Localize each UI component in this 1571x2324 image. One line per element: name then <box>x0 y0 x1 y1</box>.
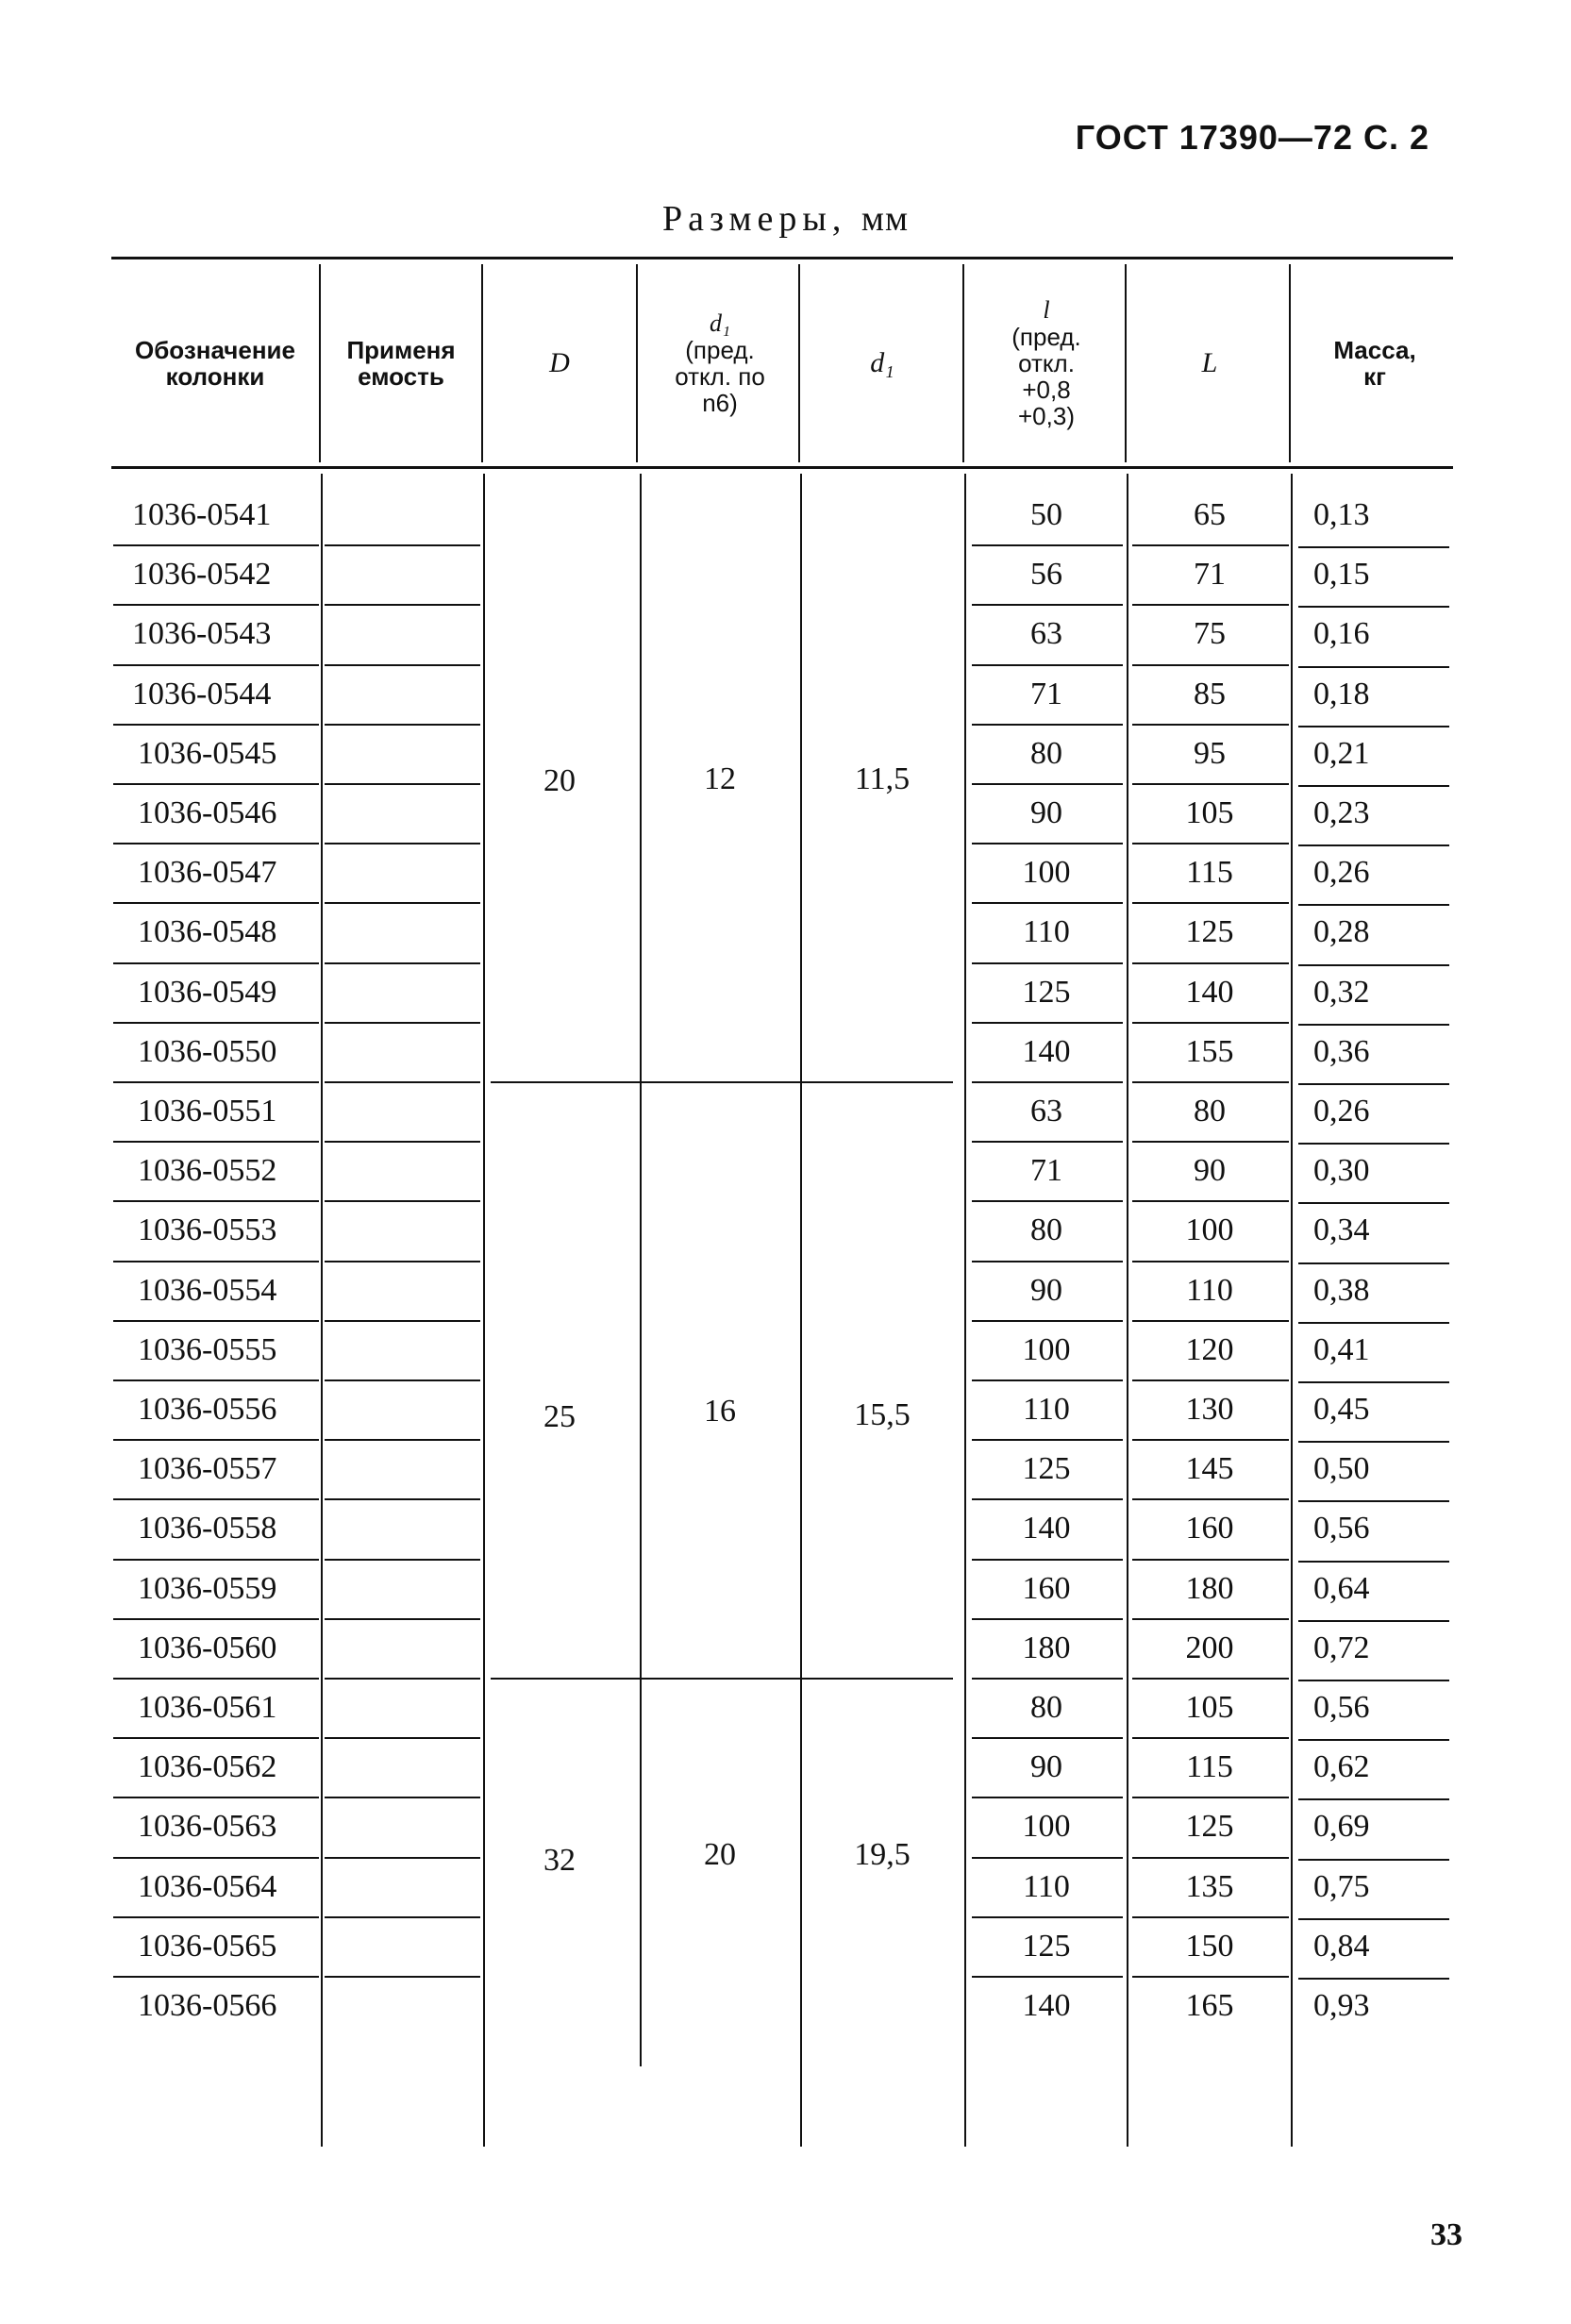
row-L: 140 <box>1185 974 1234 1010</box>
row-rule-applicability <box>325 604 480 606</box>
row-rule-L <box>1132 1200 1289 1202</box>
row-rule-l <box>972 1141 1123 1143</box>
row-rule-designation <box>113 1320 319 1322</box>
row-designation: 1036-0541 <box>132 497 272 532</box>
row-rule-applicability <box>325 1379 480 1381</box>
row-rule-l <box>972 1678 1123 1680</box>
group-2-D: 25 <box>543 1399 576 1434</box>
row-L: 130 <box>1185 1392 1234 1427</box>
col-header-d1-n6-note: (пред. откл. по n6) <box>675 336 765 417</box>
row-rule-L <box>1132 1737 1289 1739</box>
vrule-d1n6-hdr <box>798 264 800 462</box>
row-rule-L <box>1132 783 1289 785</box>
row-designation: 1036-0560 <box>138 1630 277 1665</box>
row-rule-designation <box>113 1498 319 1500</box>
row-rule-designation <box>113 544 319 546</box>
row-designation: 1036-0564 <box>138 1868 277 1904</box>
row-rule-l <box>972 1916 1123 1918</box>
row-rule-applicability <box>325 1081 480 1083</box>
row-L: 145 <box>1185 1451 1234 1487</box>
row-l: 140 <box>1022 1033 1071 1069</box>
row-L: 90 <box>1194 1153 1226 1189</box>
row-l: 100 <box>1022 1809 1071 1845</box>
vrule-l <box>1127 474 1128 2147</box>
row-mass: 0,18 <box>1313 676 1370 711</box>
row-rule-mass <box>1298 1202 1449 1204</box>
row-L: 160 <box>1185 1511 1234 1547</box>
row-rule-mass <box>1298 1143 1449 1145</box>
row-rule-l <box>972 962 1123 964</box>
col-header-l-symbol: l <box>1043 296 1050 324</box>
row-l: 50 <box>1030 497 1062 532</box>
col-header-L <box>1128 264 1291 462</box>
row-mass: 0,72 <box>1313 1630 1370 1665</box>
row-L: 135 <box>1185 1868 1234 1904</box>
group-1-D: 20 <box>543 763 576 798</box>
row-mass: 0,28 <box>1313 914 1370 950</box>
row-rule-l <box>972 1320 1123 1322</box>
row-mass: 0,34 <box>1313 1212 1370 1248</box>
row-mass: 0,75 <box>1313 1868 1370 1904</box>
row-rule-applicability <box>325 1916 480 1918</box>
row-designation: 1036-0556 <box>138 1392 277 1427</box>
row-rule-designation <box>113 1200 319 1202</box>
row-rule-designation <box>113 1379 319 1381</box>
row-l: 80 <box>1030 1212 1062 1248</box>
row-rule-mass <box>1298 1083 1449 1085</box>
row-rule-applicability <box>325 1797 480 1798</box>
row-rule-l <box>972 724 1123 726</box>
table-top-rule <box>111 257 1453 259</box>
row-rule-applicability <box>325 1618 480 1620</box>
row-rule-designation <box>113 962 319 964</box>
page-number: 33 <box>1430 2217 1462 2252</box>
row-l: 100 <box>1022 1331 1071 1367</box>
header-bottom-rule <box>111 466 1453 469</box>
row-rule-applicability <box>325 544 480 546</box>
group-3-d1: 19,5 <box>854 1837 911 1872</box>
row-rule-mass <box>1298 1262 1449 1264</box>
row-designation: 1036-0562 <box>138 1749 277 1785</box>
col-header-applicability <box>321 264 481 462</box>
row-rule-applicability <box>325 664 480 666</box>
row-L: 115 <box>1186 1749 1233 1785</box>
row-mass: 0,32 <box>1313 974 1370 1010</box>
row-rule-L <box>1132 1678 1289 1680</box>
row-L: 80 <box>1194 1094 1226 1129</box>
row-rule-l <box>972 1439 1123 1441</box>
col-header-d1-n6-symbol: d₁ <box>709 309 731 337</box>
row-mass: 0,56 <box>1313 1511 1370 1547</box>
row-designation: 1036-0552 <box>138 1153 277 1189</box>
row-rule-L <box>1132 1618 1289 1620</box>
col-header-l-note: (пред. откл. +0,8 +0,3) <box>1011 323 1081 430</box>
row-rule-L <box>1132 604 1289 606</box>
row-mass: 0,21 <box>1313 735 1370 771</box>
row-designation: 1036-0558 <box>138 1511 277 1547</box>
row-rule-designation <box>113 1439 319 1441</box>
row-l: 71 <box>1030 1153 1062 1189</box>
vrule-designation <box>321 474 323 2147</box>
row-rule-applicability <box>325 783 480 785</box>
row-rule-mass <box>1298 904 1449 906</box>
row-rule-L <box>1132 1797 1289 1798</box>
row-L: 150 <box>1185 1928 1234 1964</box>
row-rule-applicability <box>325 1559 480 1561</box>
row-rule-mass <box>1298 1561 1449 1563</box>
row-l: 63 <box>1030 1094 1062 1129</box>
row-rule-l <box>972 1379 1123 1381</box>
row-mass: 0,13 <box>1313 497 1370 532</box>
row-l: 71 <box>1030 676 1062 711</box>
row-rule-L <box>1132 962 1289 964</box>
row-rule-L <box>1132 1320 1289 1322</box>
row-L: 75 <box>1194 616 1226 652</box>
vrule-d1 <box>964 474 966 2147</box>
row-rule-l <box>972 1618 1123 1620</box>
row-rule-l <box>972 843 1123 844</box>
group-1-d1: 11,5 <box>854 761 911 796</box>
table-caption <box>0 198 1571 240</box>
row-designation: 1036-0543 <box>132 616 272 652</box>
row-L: 71 <box>1194 557 1226 593</box>
row-rule-mass <box>1298 546 1449 548</box>
row-rule-designation <box>113 1737 319 1739</box>
row-rule-l <box>972 783 1123 785</box>
row-rule-L <box>1132 1022 1289 1024</box>
vrule-designation-hdr <box>319 264 321 462</box>
row-mass: 0,26 <box>1313 855 1370 891</box>
row-rule-L <box>1132 1439 1289 1441</box>
row-designation: 1036-0547 <box>138 855 277 891</box>
row-rule-mass <box>1298 785 1449 787</box>
row-l: 140 <box>1022 1988 1071 2023</box>
row-l: 110 <box>1023 914 1070 950</box>
row-mass: 0,84 <box>1313 1928 1370 1964</box>
row-L: 95 <box>1194 735 1226 771</box>
row-designation: 1036-0565 <box>138 1928 277 1964</box>
row-rule-L <box>1132 1559 1289 1561</box>
vrule-L-hdr <box>1289 264 1291 462</box>
row-l: 125 <box>1022 1451 1071 1487</box>
group-3-D: 32 <box>543 1843 576 1878</box>
row-rule-L <box>1132 724 1289 726</box>
row-mass: 0,64 <box>1313 1570 1370 1606</box>
row-rule-mass <box>1298 1680 1449 1681</box>
row-rule-l <box>972 1559 1123 1561</box>
row-rule-mass <box>1298 1918 1449 1920</box>
row-rule-mass <box>1298 1381 1449 1383</box>
row-l: 100 <box>1022 855 1071 891</box>
group-separator-1 <box>491 1081 953 1083</box>
row-rule-designation <box>113 1857 319 1859</box>
group-1-d1-n6: 12 <box>704 761 736 796</box>
row-rule-designation <box>113 724 319 726</box>
col-header-l <box>966 283 1127 443</box>
row-rule-l <box>972 664 1123 666</box>
group-separator-2 <box>491 1678 953 1680</box>
row-rule-mass <box>1298 1978 1449 1980</box>
caption-unit: мм <box>861 199 909 239</box>
row-mass: 0,56 <box>1313 1690 1370 1725</box>
row-rule-mass <box>1298 606 1449 608</box>
row-L: 105 <box>1185 1690 1234 1725</box>
row-rule-l <box>972 1081 1123 1083</box>
col-header-d1 <box>802 264 962 462</box>
vrule-d1n6 <box>800 474 802 2147</box>
row-rule-l <box>972 1737 1123 1739</box>
row-l: 63 <box>1030 616 1062 652</box>
row-rule-L <box>1132 1916 1289 1918</box>
row-rule-designation <box>113 1618 319 1620</box>
row-rule-l <box>972 544 1123 546</box>
row-rule-mass <box>1298 1739 1449 1741</box>
row-designation: 1036-0561 <box>138 1690 277 1725</box>
row-l: 125 <box>1022 1928 1071 1964</box>
row-designation: 1036-0542 <box>132 557 272 593</box>
row-rule-l <box>972 1200 1123 1202</box>
row-mass: 0,26 <box>1313 1094 1370 1129</box>
row-rule-applicability <box>325 1857 480 1859</box>
row-designation: 1036-0555 <box>138 1331 277 1367</box>
row-rule-applicability <box>325 962 480 964</box>
col-header-D <box>483 264 636 462</box>
row-rule-applicability <box>325 1022 480 1024</box>
row-rule-L <box>1132 1976 1289 1978</box>
vrule-L <box>1291 474 1293 2147</box>
row-rule-applicability <box>325 724 480 726</box>
row-rule-l <box>972 1022 1123 1024</box>
row-rule-designation <box>113 843 319 844</box>
row-rule-designation <box>113 1081 319 1083</box>
row-L: 165 <box>1185 1988 1234 2023</box>
row-rule-L <box>1132 544 1289 546</box>
row-rule-l <box>972 1797 1123 1798</box>
col-header-d1-n6 <box>640 283 800 443</box>
vrule-D <box>640 474 642 2066</box>
row-L: 85 <box>1194 676 1226 711</box>
row-L: 120 <box>1185 1331 1234 1367</box>
vrule-l-hdr <box>1125 264 1127 462</box>
row-rule-mass <box>1298 1620 1449 1622</box>
row-rule-l <box>972 1976 1123 1978</box>
col-header-designation <box>111 264 319 462</box>
row-designation: 1036-0559 <box>138 1570 277 1606</box>
row-designation: 1036-0563 <box>138 1809 277 1845</box>
row-mass: 0,36 <box>1313 1033 1370 1069</box>
row-mass: 0,69 <box>1313 1809 1370 1845</box>
row-rule-mass <box>1298 726 1449 727</box>
col-header-L-text: L <box>1201 347 1218 378</box>
row-rule-designation <box>113 1022 319 1024</box>
row-designation: 1036-0551 <box>138 1094 277 1129</box>
vrule-D-hdr <box>636 264 638 462</box>
row-designation: 1036-0553 <box>138 1212 277 1248</box>
row-rule-applicability <box>325 1261 480 1262</box>
row-rule-designation <box>113 1976 319 1978</box>
row-designation: 1036-0548 <box>138 914 277 950</box>
row-rule-L <box>1132 1857 1289 1859</box>
row-rule-applicability <box>325 1200 480 1202</box>
row-mass: 0,15 <box>1313 557 1370 593</box>
group-2-d1: 15,5 <box>854 1397 911 1432</box>
row-designation: 1036-0544 <box>132 676 272 711</box>
col-header-d1-text: d₁ <box>870 347 894 378</box>
row-rule-applicability <box>325 1320 480 1322</box>
row-designation: 1036-0549 <box>138 974 277 1010</box>
row-rule-applicability <box>325 1737 480 1739</box>
row-l: 56 <box>1030 557 1062 593</box>
vrule-applicability-hdr <box>481 264 483 462</box>
row-rule-mass <box>1298 1859 1449 1861</box>
row-rule-designation <box>113 1261 319 1262</box>
row-l: 125 <box>1022 974 1071 1010</box>
col-header-designation-text: Обозначение колонки <box>135 336 295 391</box>
row-rule-l <box>972 1261 1123 1262</box>
row-rule-designation <box>113 604 319 606</box>
row-l: 160 <box>1022 1570 1071 1606</box>
row-designation: 1036-0546 <box>138 795 277 830</box>
row-rule-mass <box>1298 1441 1449 1443</box>
col-header-applicability-text: Применяемость <box>346 336 456 391</box>
row-L: 180 <box>1185 1570 1234 1606</box>
row-mass: 0,38 <box>1313 1272 1370 1308</box>
row-mass: 0,93 <box>1313 1988 1370 2023</box>
standard-header: ГОСТ 17390—72 С. 2 <box>1075 118 1429 157</box>
row-rule-L <box>1132 1081 1289 1083</box>
row-l: 80 <box>1030 1690 1062 1725</box>
row-rule-applicability <box>325 902 480 904</box>
row-L: 105 <box>1185 795 1234 830</box>
vrule-d1-hdr <box>962 264 964 462</box>
row-rule-mass <box>1298 666 1449 668</box>
row-l: 110 <box>1023 1868 1070 1904</box>
row-rule-applicability <box>325 1439 480 1441</box>
row-L: 200 <box>1185 1630 1234 1665</box>
row-L: 110 <box>1186 1272 1233 1308</box>
row-l: 110 <box>1023 1392 1070 1427</box>
row-l: 180 <box>1022 1630 1071 1665</box>
row-rule-applicability <box>325 1678 480 1680</box>
row-rule-applicability <box>325 843 480 844</box>
row-rule-designation <box>113 664 319 666</box>
row-mass: 0,45 <box>1313 1392 1370 1427</box>
row-rule-L <box>1132 902 1289 904</box>
row-mass: 0,50 <box>1313 1451 1370 1487</box>
row-l: 90 <box>1030 1272 1062 1308</box>
row-rule-designation <box>113 1916 319 1918</box>
row-rule-L <box>1132 1379 1289 1381</box>
row-designation: 1036-0554 <box>138 1272 277 1308</box>
row-rule-designation <box>113 783 319 785</box>
row-L: 100 <box>1185 1212 1234 1248</box>
group-2-d1-n6: 16 <box>704 1394 736 1429</box>
col-header-mass <box>1295 264 1455 462</box>
row-rule-mass <box>1298 1798 1449 1800</box>
vrule-applicability <box>483 474 485 2147</box>
row-rule-L <box>1132 1261 1289 1262</box>
row-designation: 1036-0566 <box>138 1988 277 2023</box>
row-rule-applicability <box>325 1976 480 1978</box>
row-rule-mass <box>1298 1322 1449 1324</box>
row-mass: 0,30 <box>1313 1153 1370 1189</box>
row-mass: 0,62 <box>1313 1749 1370 1785</box>
col-header-mass-text: Масса, кг <box>1333 336 1416 391</box>
row-rule-l <box>972 902 1123 904</box>
row-L: 125 <box>1185 914 1234 950</box>
row-designation: 1036-0557 <box>138 1451 277 1487</box>
row-rule-applicability <box>325 1498 480 1500</box>
row-l: 80 <box>1030 735 1062 771</box>
row-rule-l <box>972 1498 1123 1500</box>
row-rule-designation <box>113 1141 319 1143</box>
row-L: 65 <box>1194 497 1226 532</box>
row-rule-L <box>1132 1141 1289 1143</box>
row-rule-L <box>1132 664 1289 666</box>
row-rule-designation <box>113 902 319 904</box>
row-designation: 1036-0545 <box>138 735 277 771</box>
row-rule-L <box>1132 1498 1289 1500</box>
group-3-d1-n6: 20 <box>704 1837 736 1872</box>
col-header-D-text: D <box>549 347 570 378</box>
row-L: 125 <box>1185 1809 1234 1845</box>
row-rule-mass <box>1298 1500 1449 1502</box>
row-rule-L <box>1132 843 1289 844</box>
row-rule-mass <box>1298 964 1449 966</box>
row-l: 90 <box>1030 795 1062 830</box>
row-L: 115 <box>1186 855 1233 891</box>
caption-title: Размеры, <box>661 199 847 239</box>
row-mass: 0,41 <box>1313 1331 1370 1367</box>
row-l: 140 <box>1022 1511 1071 1547</box>
row-rule-applicability <box>325 1141 480 1143</box>
row-rule-designation <box>113 1797 319 1798</box>
row-l: 90 <box>1030 1749 1062 1785</box>
row-L: 155 <box>1185 1033 1234 1069</box>
row-rule-mass <box>1298 1024 1449 1026</box>
row-designation: 1036-0550 <box>138 1033 277 1069</box>
row-rule-designation <box>113 1559 319 1561</box>
row-mass: 0,16 <box>1313 616 1370 652</box>
row-mass: 0,23 <box>1313 795 1370 830</box>
row-rule-l <box>972 1857 1123 1859</box>
row-rule-designation <box>113 1678 319 1680</box>
row-rule-l <box>972 604 1123 606</box>
row-rule-mass <box>1298 844 1449 846</box>
